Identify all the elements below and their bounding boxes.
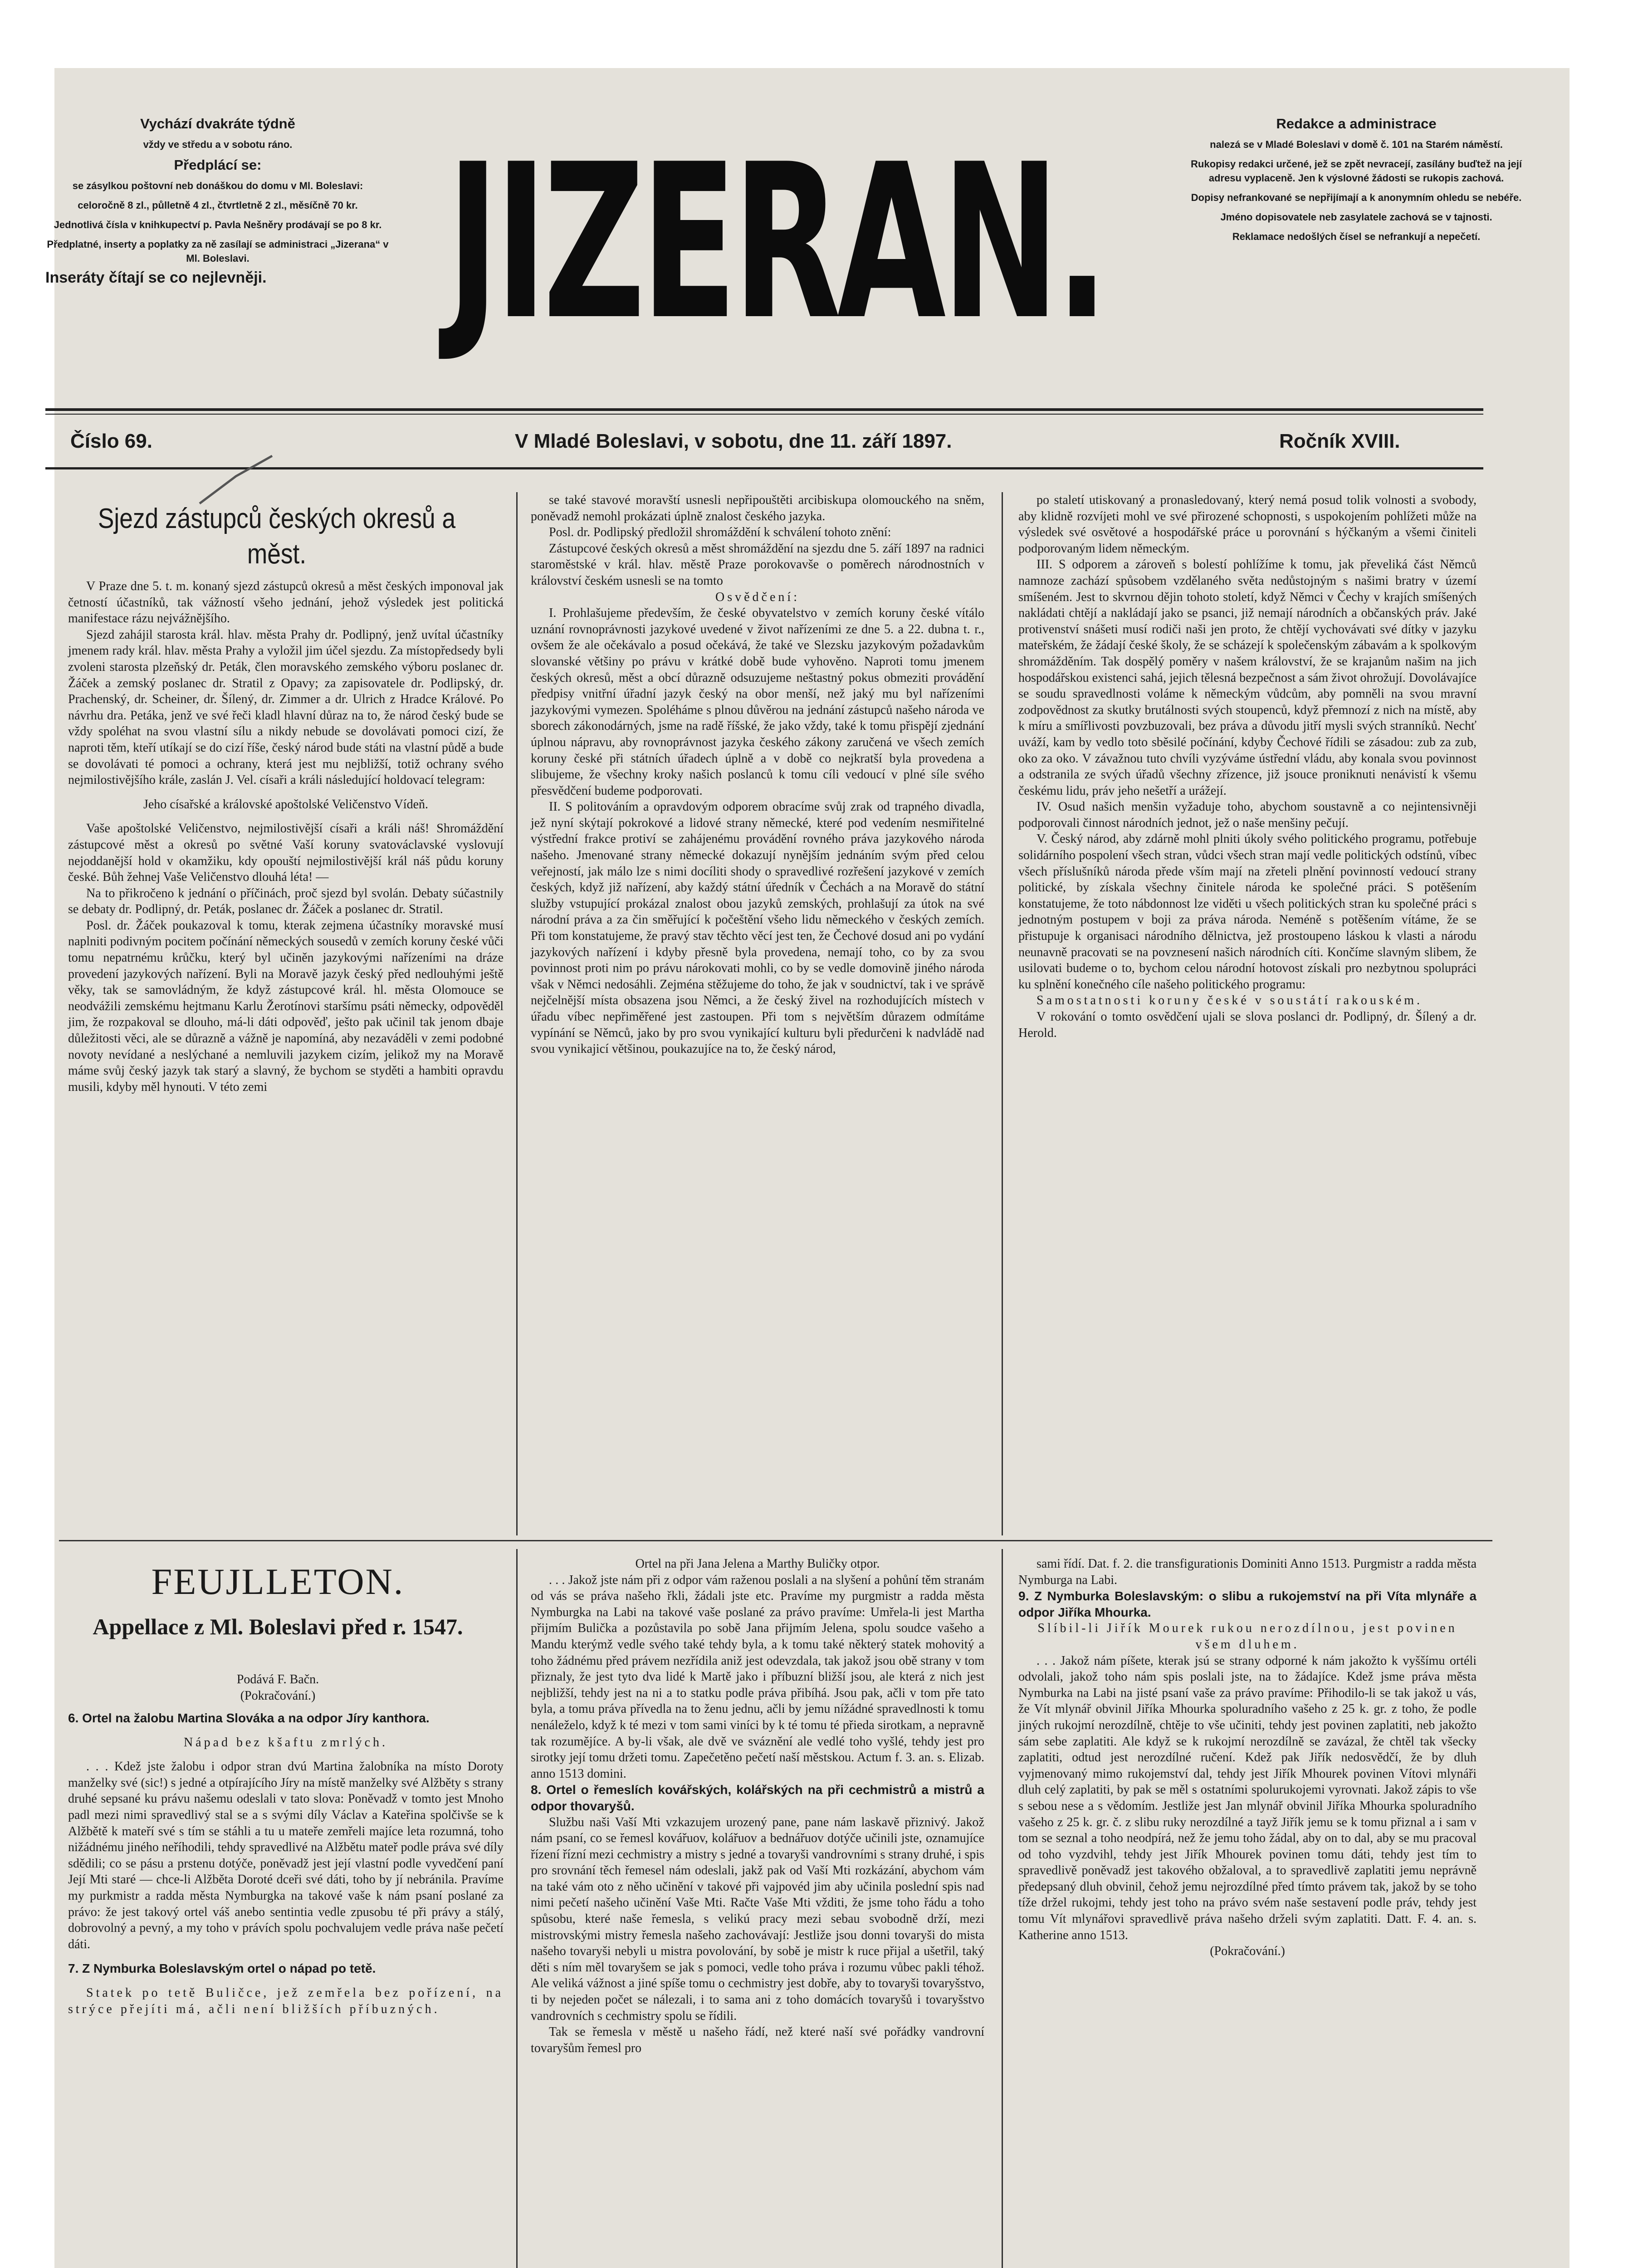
declaration-heading: Osvědčení: — [715, 590, 800, 604]
declaration-point: V. Český národ, aby zdárně mohl plniti úkoly svého politického programu, potřebuje solidárního pospolení všech stran, vůdci všech stran mají vedle politických odstínů, víbec všech příslušníků národa přede vším mají na zřeteli plnění povinností vedoucí strany politické, by získala všechny činitele národa ke společné práci. S potěšením konstatujeme, že toto nábdonnost lze viděti u všech politických stran ku společné práci s jednotným postupem v boji za práva národa. Neméně s potěšením vítáme, že se přistupuje k organisaci národního dělnictva, jež prostoupeno láskou k vlasti a národu neunavně pracovati se na povznesení našich národních cíti. Končíme slavným slibem, že usilovati budeme o to, bychom celou národní hotovost získali pro nezbytnou spolupráci ku splnění konečného cíle našeho politického programu: — [1018, 832, 1477, 992]
verdict-text: . . . Jakož jste nám při z odpor vám raženou poslali a na slyšení a pohůní těm stranám od vás se práva našeho řkli, žádali jste etc. Pravíme my purgmistr a radda města Nymburgka na Labi na takové vaše poslané za právo pravíme: Umřela-li jest Martha přijmím Bulička a pozůstavila po sobě Jana přijmím Jelena, spolu soudce vašeho a Mandu kterýmž vedle svého také tehdy byla, a k tomu také některý statek mohovitý a toho žádnému před právem nezřídila aniž jest odevzdala, tak jakož jsou obě strany v tom přiznaly, že jest tyto dva lidé k Martě jako i příbuzní bližší jsou, ale která z nich jest nejbližší, tehdy jest na ni a to statku podle práva přibíhá. Jsou pak, ačli v tom pře tato byla, a tomu práva přívedla na to ženu jednu, ačli by jemu nížádné spravedlnosti k tomu nenáleželo, když k té mezi v tom sami viníci by k té tomu té přieda sirotkam, a nepravně tak rozumějíce. A by-li však, ale dvě ve sváznění ale vedlé toho vyšlé, tehdy jest pro sirotky její tomu držeti tomu. Zapečetěno pečetí naší městskou. Actum f. 3. an. s. Elizab. anno 1513 domini. — [531, 1573, 984, 1781]
subscription-info — [45, 116, 390, 290]
feuilleton-title: FEUJLLETON. — [151, 1561, 405, 1602]
issue-place-date: V Mladé Boleslavi, v sobotu, dne 11. září 1897. — [515, 430, 952, 452]
article-column-3 — [1018, 492, 1477, 1041]
verdict-text: Službu naši Vaší Mti vzkazujem urozený pane, pane nám laskavě přiznivý. Jakož nám psaní, co se řemesl kovářuov, kolářuov a bednářuov dotýče učinili jste, oznamujíce řízení řízní mezi cechmistry a mistry s jedné a tovaryši vandrovními s strany druhé, i spis pro srovnání těch řemesel nám odeslali, jakž pak od Vaší Mti rozkázání, abychom vám na také vám oto z něho učinění v takové při vajpovéd jim aby učinila poslední spis nad nimi pečetí našeho učinění Vaše Mti. Račte Vaše Mti vžditi, že jsme toho řádu a toho spůsobu, které naše řemesla, s velikú pracy mezi sebau svobodně drží, mezi mistrovskými mistry řemesla našeho zachovávají: Jestliže jsou donni tovaryši do mista našeho tovaryši nebyli u mistra povolování, by sobě je mistr k ruce přijal a ušetřil, taký děti s ním měl tovaryšem se jak s pomoci, vedle toho práva i rozumu vůbec pakli téhož. Ale veliká vážnost a jiné spíše tomu o cechmistry jest dobře, aby to tovaryši tovaryšstvo, ti by nejeden počet se nálezali, i to sama ani z toho domácích tovaryšů i tovaryšstvo vandrovních s cechmistry spolu se řídili. — [531, 1815, 984, 2023]
verdict-heading: 9. Z Nymburka Boleslavským: o slibu a rukojemství na při Víta mlynáře a odpor Jiříka Mhourka. — [1018, 1589, 1477, 1619]
column-divider — [516, 1549, 518, 2268]
publish-schedule: Vychází dvakráte týdně — [140, 116, 295, 132]
declaration-point: I. Prohlašujeme především, že české obyvatelstvo v zemích koruny české vítálo uznání rovnoprávnosti jazykové uvedené v život nařízeními ze dne 5. a 22. dubna t. r., ovšem že ale očekávalo a posud očekává, že také ve Slezsku jazykovým požadavkům slovanské většiny po právu v krátké době bude vyhověno. Naproti tomu jmenem českých okresů, měst a obcí důrazně odsuzujeme neštastný pokus obmeziti provádění předpisy vnitřní úřadní jazyk český na obor menší, než jaký mu byl nařízeními jazykovými vymezen. Spoléháme s plnou důvěrou na jednání zástupců našeho národa ve sborech zákonodárných, jsme na radě říšské, že jako vždy, také k tomu přispějí zjednání úplnou nápravu, aby rovnoprávnost jazyka českého zákony zaručená ve všech zemích koruny české při státních úřadech úplně a v době co nejkratší byla provedena a slibujeme, že všechny kroky našich poslanců k tomu cíli vedoucí v plné síle svého přesvědčení budeme podporovati. — [531, 606, 984, 798]
payment-address: Předplatné, inserty a poplatky za ně zasílají se administraci „Jizerana“ v Ml. Boleslavi. — [47, 239, 389, 264]
verdict-heading: 6. Ortel na žalobu Martina Slováka a na odpor Jíry kanthora. — [68, 1711, 430, 1725]
article-paragraph: Na to přikročeno k jednání o příčinách, proč sjezd byl svolán. Debaty súčastnily se debaty dr. Podlipný, dr. Peták, poslanec dr. Žáček a poslanec dr. Stratil. — [68, 886, 504, 917]
declaration-point: III. S odporem a zároveň s bolestí pohlížíme k tomu, jak převeliká část Němců namnoze zachází spůsobem vzdělaného světa nedůstojným s našimi bratry v území smíšeném. Jest to skvrnou dějin tohoto století, když Němci v Čechy v krajích smíšených nakládati chtějí a nakládají jako se psanci, již nemají národních a občanských práv. Jaké protivenství snášeti musí rodiči naši jen proto, že chtějí vychovávati své dítky v jazyku mateřském, že žádají české školy, že se scházejí k společenským zábavám a k spolkovým shromážděním. Tak dospělý poměry v našem království, že se krajanům našim na jich hospodářskou existenci sahá, jejich tělesná bezpečnost a sám život ohrožují. Dovolávajíce se soudu spravedlnosti voláme k německým vůdcům, aby pomněli na svou mravní zodpovědnost za skutky brutálnosti svých stoupenců, když přemnozí z nich na místě, aby k míru a smířlivosti povzbuzovali, bez práva a důvodu jitří mysli svých stranníků. Nechť uváží, kam by vedlo toto sběsilé počínání, kdyby Čechové řídili se zásadou: zub za zub, oko za oko. V závažnou tuto chvíli vyzýváme ústřední vládu, aby konala svou povinnost a odstranila ze svých úřadů všechny zřízence, již jsouce proniknuti nenávistí k všemu českému lidu, práv jeho nešetří a urážejí. — [1018, 557, 1477, 798]
feuilleton-subtitle: Appellace z Ml. Boleslavi před r. 1547. — [93, 1614, 463, 1639]
editorial-heading: Redakce a administrace — [1276, 116, 1437, 132]
editorial-info — [1184, 116, 1529, 249]
complaints-policy: Reklamace nedošlých čísel se nefrankují a nepečetí. — [1232, 231, 1481, 242]
feuilleton-byline — [68, 1672, 488, 1704]
verdict-text: . . . Kdež jste žalobu i odpor stran dvú Martina žalobníka na místo Doroty manželky své (sic!) s jedné a otpírajícího Jíry na místě manželky své Alžběty s strany druhé sepsané ku právu našemu odeslali v tato slova: Poněvadž v tomto jest Mnoho padl mezi nimi spravedlivý stal se a s svými díly Václav a Kateřina spolčivše se k Alžbětě k mateří své s tím se stáhli a tu u mateře zemřeli majíce leta rozumná, toho nižádnému jiného neříhodili, tehdy spravedlivé na Alžbětu mateř podle práva své díly sdědili; co se pásu a prstenu dotýče, poněvadž jest její vlastní podle vyvedčení paní Její Mti staré — chce-li Alžběta Doroté dceři své dáti, toho by jí nebránila. Pravíme my purkmistr a radda města Nymburgka na takové vaše k nám psaní poslané za právo: že jest takový ortel váš anebo sentintia vedle zpusobu té při právy a stálý, dobrovolný a pevný, a my toho v právích spolu pochvalujem vedle práva naše pečetí dáti. — [68, 1760, 504, 1951]
verdict-heading: Ortel na při Jana Jelena a Marthy Buličky otpor. — [635, 1557, 880, 1571]
verdict-summary: Nápad bez kšaftu zmrlých. — [183, 1735, 388, 1750]
article-paragraph: V rokování o tomto osvědčení ujali se slova poslanci dr. Podlipný, dr. Šílený a dr. Herold. — [1018, 1010, 1477, 1040]
editorial-address: nalezá se v Mladé Boleslavi v domě č. 101 na Starém náměstí. — [1210, 139, 1503, 150]
ads-pricing: Inseráty čítají se co nejlevněji. — [45, 269, 267, 286]
header-rule-top — [45, 408, 1483, 411]
article-paragraph: Zástupcové českých okresů a měst shromáždění na sjezdu dne 5. září 1897 na radnici staroměstské v král. hlav. městě Praze porokovavše o poměrech národnostních v království českém usnesli se na tomto — [531, 541, 984, 588]
declaration-point: II. S politováním a opravdovým odporem obracíme svůj zrak od trapného divadla, jež nyní skýtají pokrokové a lidové strany německé, které pod vedením nesmiřitelné výstřední frakce protiví se zahájenému provádění rovného práva jazykového národa našeho. Jmenované strany německé dokazují nynějším jednáním svým před celou veřejností, jak málo lze s nimi docíliti shody o spravedlivé rozřešení jazykové v zemích českých, když již nařízení, aby každý státní úředník v Čechách a na Moravě do státní služby vstupující prokázal znalost obou jazyků zemských, prohlašují za útok na své národní práva a za čin směřující k počeštění všeho lidu německého v českých zemích. Při tom konstatujeme, že pravý stav těchto věcí jest ten, že Čechové dosud ani po vydání jazykových nařízení i kdyby přesně byla provedena, nemají toho, co by za svou povinnost proti nim po právu nárokovati mohli, co by se vedle domovině jiného národa však v Němci nedosáhli. Zejména stěžujeme do toho, že jak v soudnictví, tak i ve správě nejčelnější místa obsazena jsou Němci, a že český živel na rozhodujících místech v úřadu víbec nepřiměřené jest zastoupen. Při tom s největším důrazem odmítáme vypínání se Němců, jako by pro svou vynikající kulturu byli předurčeni k nadvládě nad svou vynikajicí většinou, poukazujíce na to, že český národ, — [531, 800, 984, 1056]
article-paragraph: V Praze dne 5. t. m. konaný sjezd zástupců okresů a měst českých imponoval jak četností účastníků, tak vážností všeho jednání, jehož výsledek jest politická manifestace rázu nejvážnějšího. — [68, 579, 504, 626]
pencil-mark — [195, 454, 277, 508]
article-paragraph: Sjezd zahájil starosta král. hlav. města Prahy dr. Podlipný, jenž uvítal účastníky jmenem rady král. hlav. města Prahy a vyložil jim účel sjezdu. Za místopředsedy byli zvoleni starosta plzeňský dr. Peták, člen moravského zemského výboru poslanec dr. Žáček a zemský poslanec dr. Stratil z Opavy; za zapisovatele dr. Podlipský, dr. Prachenský, dr. Scheiner, dr. Šílený, dr. Zimmer a dr. Ulrich z Hradce Králové. Po návrhu dra. Petáka, jenž ve své řeči kladl hlavní důraz na to, že národ český bude se vždy spoléhat na svou vlastní sílu a nikdy nebude se dovolávati pomoci cizí, že naproti těm, kteří utíkají se do cizí říše, český národ bude státi na vlastní půdě a bude se dovolávati té pomoci a ochrany, která jest mu nejbližší, totiž ochrany svého nejmilostivějšího krále, zaslán J. Vel. císaři a králi následující holdovací telegram: — [68, 627, 504, 787]
continued-note: (Pokračování.) — [1210, 1944, 1285, 1959]
manuscript-policy: Rukopisy redakci určené, jež se zpět nevracejí, zasílány buďtež na její adresu vyplaceně. Jen k výslovné žádosti se rukopis zachová. — [1191, 158, 1522, 184]
verdict-text: sami řídí. Dat. f. 2. die transfigurationis Dominiti Anno 1513. Purgmistr a radda města Nymburga na Labi. — [1018, 1557, 1477, 1587]
article-paragraph: po staletí utiskovaný a pronasledovaný, který nemá posud tolik volnosti a svobody, aby klidně rozvíjeti mohl ve své přirozené schopnosti, s uspokojením pohlížeti může na výsledek své osvětové a hospodářské práce u porovnání s hýčkaným a všemi činiteli podporovaným lidem německým. — [1018, 493, 1477, 556]
article-paragraph: Posl. dr. Žáček poukazoval k tomu, kterak zejmena účastníky moravské musí naplniti podivným pocitem počínání německých sousedů v zemích koruny české vůči tomu nepatrnému krůčku, který byl učiněn jazykovými nařízeními na dráze provedení jazykových nařízení. Byli na Moravě jazyk český před nedlouhými ještě věky, tak se samovládným, že když zástupcové král. hl. města Olomouce se neodvážili zemskému hejtmanu Karlu Žerotínovi staršímu psáti německy, odpověděl jim, že rozpakoval se dlouho, má-li dáti odpověď, ješto pak učinil tak jenom dbaje důležitosti věci, ale se důrazně a vážně je napomíná, aby nezaváděli v zemi podobné novoty nevídané a neslýchané a nemluvili jazykem cizím, jelikož my na Moravě máme svůj český jazyk tak starý a slavný, že bychom se styděti a hambiti opravdu musili, kdyby měl hynouti. V této zemi — [68, 918, 504, 1094]
verdict-heading: 8. Ortel o řemeslích kovářských, kolářských na při cechmistrů a mistrů a odpor thovaryšů. — [531, 1783, 984, 1813]
telegram-address: Jeho císařské a královské apoštolské Veličenstvo Vídeň. — [143, 797, 429, 811]
declaration-point: IV. Osud našich menšin vyžaduje toho, abychom soustavně a co nejintensivněji podporovali činnost národních jednot, jež o naše menšiny pečují. — [1018, 800, 1477, 830]
verdict-summary: Statek po tetě Buličce, jež zemřela bez pořízení, na strýce přejíti má, ačli není bližších příbuzných. — [68, 1985, 504, 2016]
column-divider — [1002, 1549, 1003, 2268]
declaration-motto: Samostatnosti koruny české v soustátí rakouském. — [1037, 993, 1423, 1008]
column-divider — [1002, 492, 1003, 1535]
verdict-text: . . . Jakož nám píšete, kterak jsú se strany odporné k nám jakožto k vyššímu ortéli odvolali, jakož toho nám spis poslali jste, na to žádajíce. Kdež jsme práva města Nymburka na Labi na jisté psaní vaše za právo pravíme: Přihodilo-li se tak jakož u vás, že Vít mlynář obvinil Jiříka Mhourka spoluradního vašeho z 25 k. gr. z toho, že podle jiných rukojmí nerozdílně, chtěje to vše učiniti, tehdy jest povinen zaplatiti, neb jakožto sám sebe zaplatiti. Ale když se k rukojmí nerozdílně se zavázal, že chtěl tak všecky zaplatiti, odtud jest nerozdílné ručení. Kdež pak Jiřík nedosvědčí, že by dluh vyjmenovaný mimo rukojemství dal, tehdy jest Jiřík Mhourek povinen Vítovi mlynáři dluh celý zaplatiti, by pak se měl s ostatními spolurukojemi vyrovnati. Jakož zápis to vše s sebou nese a s vědomím. Jestliže jest Jan mlynář obvinil Jiříka Mhourka spoluradního vašeho z 25 k. gr. č. z slibu ruky nerozdílné a tayž Jiřík jemu se k tomu přiznal a i sam v tom se seznal a toho neodpírá, než že jemu toho žádal, aby on to dal, aby se mu pracoval od toho vyzdvihl, tehdy jest Jiřík Mhourek povinen tomu dáti, tehdy jest tím to spravedlivě poněvadž jest takového obžaloval, a to spravedlivě zaplatiti jemu neprávně předepsaný dluh obvinil, čehož jemu nejrozdílné před tímto právem tak, jakož by se toho tíže držel rukojmi, tehdy jest toho na právo svém naše sestavení podle práv, tehdy jest tomu Vít mlynářovi spravedlivě práva našeho drželi svým zaplatiti. Datt. F. 4. an. s. Katherine anno 1513. — [1018, 1653, 1477, 1942]
subscription-heading: Předplácí se: — [174, 157, 262, 173]
issue-info-line — [45, 430, 1483, 457]
issue-number: Číslo 69. — [70, 430, 152, 452]
article-column-1 — [68, 578, 504, 1095]
subscription-prices: celoročně 8 zl., půlletně 4 zl., čtvrtletně 2 zl., měsíčně 70 kr. — [78, 200, 358, 211]
article-column-2 — [531, 492, 984, 1057]
single-issue-price: Jednotlivá čísla v knihkupectví p. Pavla Nešněry prodávají se po 8 kr. — [54, 219, 382, 230]
feuilleton-column-1 — [68, 1710, 504, 2017]
publish-days: vždy ve středu a v sobotu ráno. — [143, 139, 293, 150]
anonymity-policy: Jméno dopisovatele neb zasylatele zachová se v tajnosti. — [1220, 211, 1492, 223]
article-paragraph: se také stavové moravští usnesli nepřipouštěti arcibiskupa olomouckého na sněm, poněvadž nemohl prokázati úplně znalost českého jazyka. — [531, 493, 984, 523]
letters-policy: Dopisy nefrankované se nepřijímají a k anonymním ohledu se nebéře. — [1191, 192, 1522, 203]
masthead-title: JIZERAN. — [446, 118, 1105, 367]
telegram-text: Vaše apoštolské Veličenstvo, nejmilostivější císaři a králi náš! Shromáždění zástupcové měst a okresů po světné Vaší koruny svatováclavské vyslovují nejoddanější hold v okamžiku, kdy opouští nejmilostivější král náš půdu koruny české. Bůh žehnej Vaše Veličenstvo dlouhá léta! — — [68, 821, 504, 885]
column-divider — [516, 492, 518, 1535]
feuilleton-author: Podává F. Bačn. — [236, 1672, 319, 1686]
feuilleton-divider — [59, 1540, 1492, 1541]
issue-volume: Ročník XVIII. — [1279, 430, 1400, 452]
feuilleton-column-2 — [531, 1556, 984, 2056]
subscription-delivery: se zásylkou poštovní neb donáškou do domu v Ml. Boleslavi: — [72, 180, 363, 191]
feuilleton-continued: (Pokračování.) — [240, 1689, 316, 1703]
article-title: Sjezd zástupců českých okresů a měst. — [98, 503, 456, 570]
article-paragraph: Posl. dr. Podlipský předložil shromáždění k schválení tohoto znění: — [549, 525, 891, 540]
feuilleton-column-3 — [1018, 1556, 1477, 1960]
verdict-text: Tak se řemesla v městě u našeho řádí, než které naší své pořádky vandrovní tovaryšům řemesl pro — [531, 2025, 984, 2055]
verdict-summary: Slíbil-li Jiřík Mourek rukou nerozdílnou, jest povinen všem dluhem. — [1037, 1621, 1457, 1652]
header-rule-thin — [45, 414, 1483, 415]
verdict-heading: 7. Z Nymburka Boleslavským ortel o nápad po tetě. — [68, 1961, 376, 1976]
